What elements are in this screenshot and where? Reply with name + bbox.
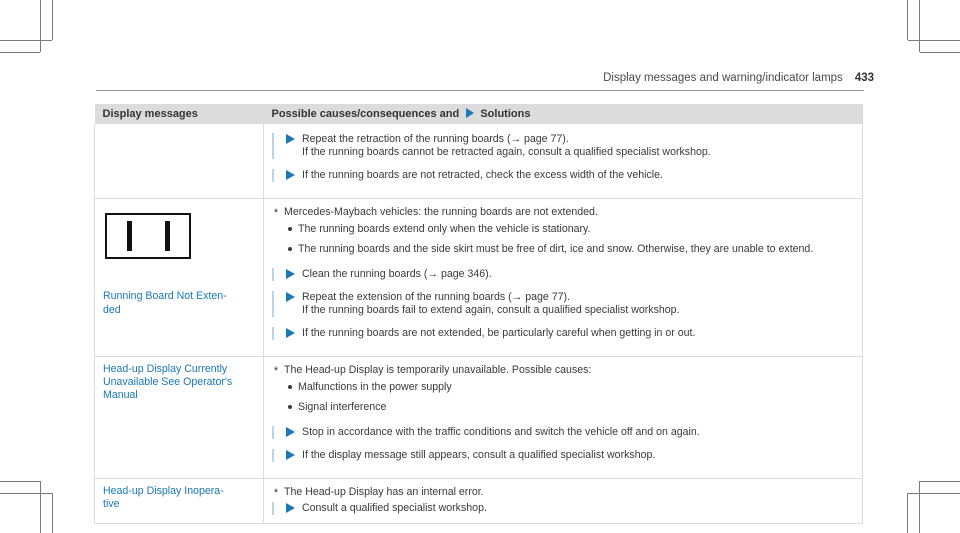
step-text: Stop in accordance with the traffic conditions and switch the vehicle off and on again. [302, 426, 700, 438]
bullet-icon [288, 247, 292, 251]
step-text: If the display message still appears, consult a qualified specialist workshop. [302, 449, 656, 461]
crop-mark [908, 493, 960, 494]
message-name: Head-up Display Currently Unavailable See Operator's Manual [103, 363, 233, 401]
solution-step [272, 133, 854, 159]
table-row [95, 199, 863, 357]
solution-step [272, 327, 854, 340]
step-text: Clean the running boards (→ page 346). [302, 268, 492, 280]
step-arrow-icon [286, 269, 295, 279]
cause-text: The Head-up Display has an internal error. [284, 486, 484, 498]
col-header-suffix: Solutions [480, 108, 531, 120]
crop-mark [0, 493, 52, 494]
asterisk-icon: * [274, 207, 279, 219]
crop-mark [919, 481, 920, 533]
header-rule [96, 90, 864, 91]
bullet-icon [288, 385, 292, 389]
bullet-item [272, 400, 854, 414]
solution-cell [264, 124, 863, 199]
message-cell [95, 124, 264, 199]
indicator-bar [165, 221, 170, 251]
indicator-bar [127, 221, 132, 251]
step-arrow-icon [286, 170, 295, 180]
col-header-causes-solutions [264, 104, 863, 124]
crop-mark [40, 0, 41, 52]
running-header [603, 72, 874, 84]
message-name: Head-up Display Inopera- tive [103, 485, 224, 510]
crop-mark [52, 493, 53, 533]
solution-step [272, 426, 854, 439]
message-cell [95, 479, 264, 524]
table-row [95, 479, 863, 524]
step-arrow-icon [286, 134, 295, 144]
step-text: Consult a qualified specialist workshop. [302, 502, 487, 514]
crop-mark [40, 481, 41, 533]
asterisk-icon: * [274, 365, 279, 377]
cause-item [272, 205, 854, 219]
cause-item [272, 485, 854, 499]
message-cell [95, 199, 264, 357]
bullet-item [272, 380, 854, 394]
header-title: Display messages and warning/indicator lamps [603, 72, 843, 84]
col-header-prefix: Possible causes/consequences and [271, 108, 460, 120]
solution-step [272, 449, 854, 462]
cause-text: Mercedes-Maybach vehicles: the running boards are not extended. [284, 206, 598, 218]
solution-step [272, 291, 854, 317]
step-text: If the running boards are not retracted, check the excess width of the vehicle. [302, 169, 663, 181]
solution-arrow-icon [466, 108, 474, 118]
step-text: If the running boards are not extended, be particularly careful when getting in or out. [302, 327, 696, 339]
table-row [95, 124, 863, 199]
crop-mark [0, 52, 40, 53]
page-number: 433 [854, 72, 874, 84]
solution-step [272, 169, 854, 182]
solution-cell [264, 199, 863, 357]
bullet-item [272, 242, 854, 256]
running-board-indicator-icon [105, 213, 191, 259]
solution-cell [264, 479, 863, 524]
step-text: Repeat the retraction of the running boards (→ page 77). If the running boards cannot be retracted again, consult a qualified specialist workshop. [302, 133, 711, 158]
step-arrow-icon [286, 450, 295, 460]
message-name: Running Board Not Exten- ded [103, 290, 227, 316]
step-arrow-icon [286, 328, 295, 338]
table-header-row [95, 104, 863, 124]
crop-mark [920, 52, 960, 53]
bullet-item [272, 222, 854, 236]
step-text: Repeat the extension of the running boards (→ page 77). If the running boards fail to extend again, consult a qualified specialist workshop. [302, 291, 680, 316]
col-header-display-messages: Display messages [95, 104, 264, 124]
crop-mark [52, 0, 53, 40]
cause-text: The Head-up Display is temporarily unavailable. Possible causes: [284, 364, 592, 376]
table-row [95, 357, 863, 479]
step-arrow-icon [286, 427, 295, 437]
bullet-text: Signal interference [298, 401, 387, 413]
crop-mark [0, 40, 52, 41]
messages-table [94, 104, 863, 524]
crop-mark [908, 40, 960, 41]
crop-mark [907, 0, 908, 40]
crop-mark [919, 0, 920, 52]
bullet-text: Malfunctions in the power supply [298, 381, 452, 393]
bullet-icon [288, 405, 292, 409]
crop-mark [907, 493, 908, 533]
bullet-text: The running boards extend only when the vehicle is stationary. [298, 223, 591, 235]
solution-cell [264, 357, 863, 479]
crop-mark [0, 481, 40, 482]
step-arrow-icon [286, 503, 295, 513]
crop-mark [920, 481, 960, 482]
bullet-icon [288, 227, 292, 231]
solution-step [272, 502, 854, 515]
asterisk-icon: * [274, 487, 279, 499]
step-arrow-icon [286, 292, 295, 302]
solution-step [272, 268, 854, 281]
bullet-text: The running boards and the side skirt must be free of dirt, ice and snow. Otherwise, they are unable to extend. [298, 243, 814, 255]
cause-item [272, 363, 854, 377]
message-cell [95, 357, 264, 479]
